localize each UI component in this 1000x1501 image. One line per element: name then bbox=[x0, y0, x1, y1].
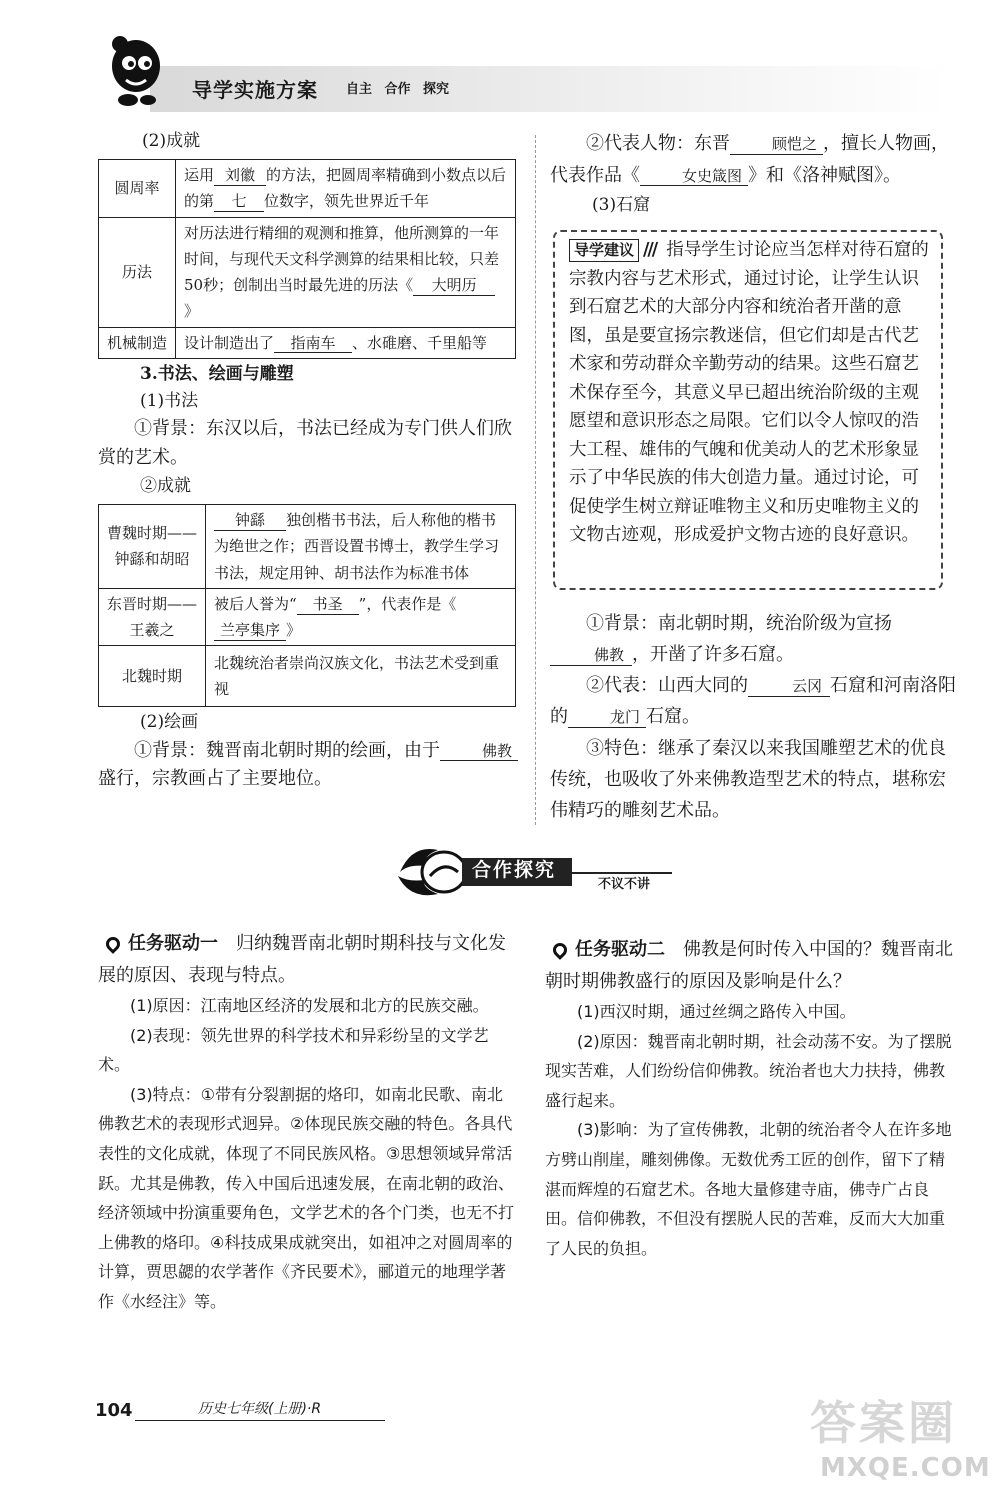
row-content bbox=[206, 505, 516, 589]
header-title: 导学实施方案 bbox=[192, 78, 318, 102]
row-label: 曹魏时期——钟繇和胡昭 bbox=[99, 505, 206, 589]
task-two-question bbox=[545, 934, 959, 997]
text: ②代表人物：东晋 bbox=[586, 133, 730, 154]
task-one bbox=[98, 928, 514, 1317]
task-one-answer-3: (3)特点：①带有分裂割据的烙印，如南北民歌、南北佛教艺术的表现形式迥异。②体现民族交融的特色。各具代表性的文化成就，体现了不同民族风格。③思想领域异常活跃。尤其是佛教，传入中国后迅速发展，在南北朝的政治、经济领域中扮演重要角色，文学艺术的各个门类，也无不打上佛教的烙印。④科技成果成就突出，如祖冲之对圆周率的计算，贾思勰的农学著作《齐民要术》，郦道元的地理学著作《水经注》等。 bbox=[98, 1084, 515, 1311]
answer-blank: 顾恺之 bbox=[730, 135, 823, 155]
answer-blank: 云冈 bbox=[748, 677, 830, 697]
watermark-url: MXQE.COM bbox=[820, 1453, 991, 1483]
painting-representative bbox=[550, 128, 962, 191]
calligraphy-heading: (1)书法 bbox=[140, 391, 199, 412]
advice-text: 指导学生讨论应当怎样对待石窟的宗教内容与艺术形式，通过讨论，让学生认识到石窟艺术的大部分内容和统治者开凿的意图，虽是要宣扬宗教迷信，但它们却是古代艺术家和劳动群众辛勤劳动的结果。这些石窟艺术保存至今，其意义早已超出统治阶级的主观愿望和意识形态之局限。它们以令人惊叹的浩大工程、雄伟的气魄和优美动人的艺术形象显示了中华民族的伟大创造力量。通过讨论，可促使学生树立辩证唯物主义和历史唯物主义的文物古迹观，形成爱护文物古迹的良好意识。 bbox=[569, 240, 929, 546]
text: ②代表：山西大同的 bbox=[586, 675, 748, 697]
mascot-logo bbox=[100, 30, 172, 110]
answer-blank: 女史箴图 bbox=[640, 167, 748, 187]
book-title: 历史七年级(上册)·R bbox=[198, 1401, 322, 1417]
banner-subtitle: 不议不讲 bbox=[598, 877, 651, 892]
location-pin-icon bbox=[103, 934, 123, 954]
text: 设计制造出了 bbox=[184, 333, 275, 352]
answer-blank: 书圣 bbox=[297, 595, 359, 615]
science-table bbox=[98, 159, 516, 359]
text: 运用 bbox=[184, 166, 215, 185]
painting-background bbox=[98, 737, 518, 795]
task-two-text: 佛教是何时传入中国的？魏晋南北朝时期佛教盛行的原因及影响是什么？ bbox=[545, 939, 953, 992]
answer-blank: 大明历 bbox=[413, 276, 495, 296]
text: 对历法进行精细的观测和推算，他所测算的一年时间，与现代天文科学测算的结果相比较，只差50秒；创制出当时最先进的历法《 bbox=[184, 223, 500, 295]
text: 》 bbox=[286, 621, 302, 640]
row-label: 机械制造 bbox=[99, 327, 176, 358]
answer-blank: 佛教 bbox=[550, 646, 632, 666]
text: 被后人誉为“ bbox=[214, 594, 297, 613]
text: 的方法，把圆周率精确到小数点以后的第 bbox=[184, 166, 507, 211]
grotto-background bbox=[550, 608, 962, 670]
task-two-answer-3: (3)影响：为了宣传佛教，北朝的统治者令人在许多地方劈山削崖，雕刻佛像。无数优秀工匠的创作，留下了精湛而辉煌的石窟艺术。各地大量修建寺庙，佛寺广占良田。信仰佛教，不但没有摆脱人民的苦难，反而大大加重了人民的负担。 bbox=[545, 1120, 952, 1258]
text: ①背景：魏晋南北朝时期的绘画，由于 bbox=[134, 739, 440, 761]
calligraphy-achievements: ②成就 bbox=[140, 475, 191, 496]
answer-blank: 刘徽 bbox=[214, 166, 266, 186]
text: ”，代表作是《 bbox=[358, 594, 457, 613]
text: 》 bbox=[184, 302, 200, 321]
row-content bbox=[176, 160, 516, 218]
text: ，擅长人物画，代表作品《 bbox=[550, 133, 950, 186]
row-label: 东晋时期——王羲之 bbox=[99, 588, 206, 646]
table-row bbox=[99, 588, 516, 646]
section-heading: 3.书法、绘画与雕塑 bbox=[140, 363, 294, 384]
task-one-question bbox=[98, 928, 514, 991]
right-column bbox=[550, 128, 962, 221]
text: 》和《洛神赋图》。 bbox=[748, 164, 902, 186]
advice-tag: 导学建议 bbox=[569, 239, 639, 262]
table-row bbox=[99, 160, 516, 218]
right-column-lower bbox=[550, 608, 962, 826]
teaching-advice-box bbox=[553, 230, 943, 590]
task-one-answer-1: (1)原因：江南地区经济的发展和北方的民族交融。 bbox=[130, 996, 489, 1015]
answer-blank: 七 bbox=[214, 192, 264, 212]
page-number: 104 bbox=[95, 1400, 133, 1421]
achievements-heading: (2)成就 bbox=[142, 131, 201, 151]
table-row bbox=[99, 217, 516, 327]
calligraphy-background: ①背景：东汉以后，书法已经成为专门供人们欣赏的艺术。 bbox=[98, 418, 512, 469]
table-row bbox=[99, 505, 516, 589]
cooperation-banner bbox=[392, 842, 682, 902]
task-one-answer-2: (2)表现：领先世界的科学技术和异彩纷呈的文学艺术。 bbox=[98, 1025, 489, 1075]
task-two-answer-1: (1)西汉时期，通过丝绸之路传入中国。 bbox=[577, 1002, 856, 1021]
task-two bbox=[545, 934, 959, 1263]
answer-blank: 兰亭集序 bbox=[214, 621, 286, 641]
grotto-heading: (3)石窟 bbox=[592, 195, 651, 215]
header-subtitle: 自主 合作 探究 bbox=[346, 82, 450, 97]
text: 石窟。 bbox=[646, 706, 701, 728]
text: ，开凿了许多石窟。 bbox=[632, 644, 794, 666]
task-two-answer-2: (2)原因：魏晋南北朝时期，社会动荡不安。为了摆脱现实苦难，人们纷纷信仰佛教。统治者也大力扶持，佛教盛行起来。 bbox=[545, 1031, 952, 1110]
row-content bbox=[176, 327, 516, 358]
row-content bbox=[176, 217, 516, 327]
row-label: 历法 bbox=[99, 217, 176, 327]
calligraphy-table bbox=[98, 504, 516, 707]
text: 盛行，宗教画占了主要地位。 bbox=[98, 768, 332, 790]
column-divider bbox=[535, 135, 536, 825]
banner-title: 合作探究 bbox=[472, 859, 557, 881]
text: 、水碓磨、千里船等 bbox=[352, 333, 488, 352]
left-column bbox=[98, 128, 518, 794]
location-pin-icon bbox=[550, 940, 570, 960]
row-content: 北魏统治者崇尚汉族文化，书法艺术受到重视 bbox=[206, 646, 516, 707]
grotto-representatives bbox=[550, 670, 962, 732]
table-row bbox=[99, 646, 516, 707]
grotto-features: ③特色：继承了秦汉以来我国雕塑艺术的优良传统，也吸收了外来佛教造型艺术的特点，堪称宏伟精巧的雕刻艺术品。 bbox=[550, 737, 946, 821]
task-one-text: 归纳魏晋南北朝时期科技与文化发展的原因、表现与特点。 bbox=[98, 933, 506, 986]
answer-blank: 指南车 bbox=[274, 334, 352, 354]
text: 独创楷书书法，后人称他的楷书为绝世之作；西晋设置书博士，教学生学习书法，规定用钟、胡书法作为标准书体 bbox=[214, 511, 500, 582]
task-one-title: 任务驱动一 bbox=[128, 933, 218, 954]
painting-heading: (2)绘画 bbox=[140, 712, 199, 733]
text: ①背景：南北朝时期，统治阶级为宣扬 bbox=[586, 613, 892, 634]
answer-blank: 钟繇 bbox=[214, 511, 286, 531]
table-row bbox=[99, 327, 516, 358]
text: 位数字，领先世界近千年 bbox=[264, 192, 430, 211]
row-content bbox=[206, 588, 516, 646]
text: 石窟和河南洛阳的 bbox=[550, 675, 956, 728]
answer-blank: 佛教 bbox=[440, 742, 518, 762]
task-two-title: 任务驱动二 bbox=[575, 939, 665, 960]
answer-blank: 龙门 bbox=[568, 708, 646, 728]
row-label: 圆周率 bbox=[99, 160, 176, 218]
row-label: 北魏时期 bbox=[99, 646, 206, 707]
watermark-logo: 答案圈 bbox=[810, 1396, 957, 1450]
slash-icon: /// bbox=[643, 240, 657, 260]
